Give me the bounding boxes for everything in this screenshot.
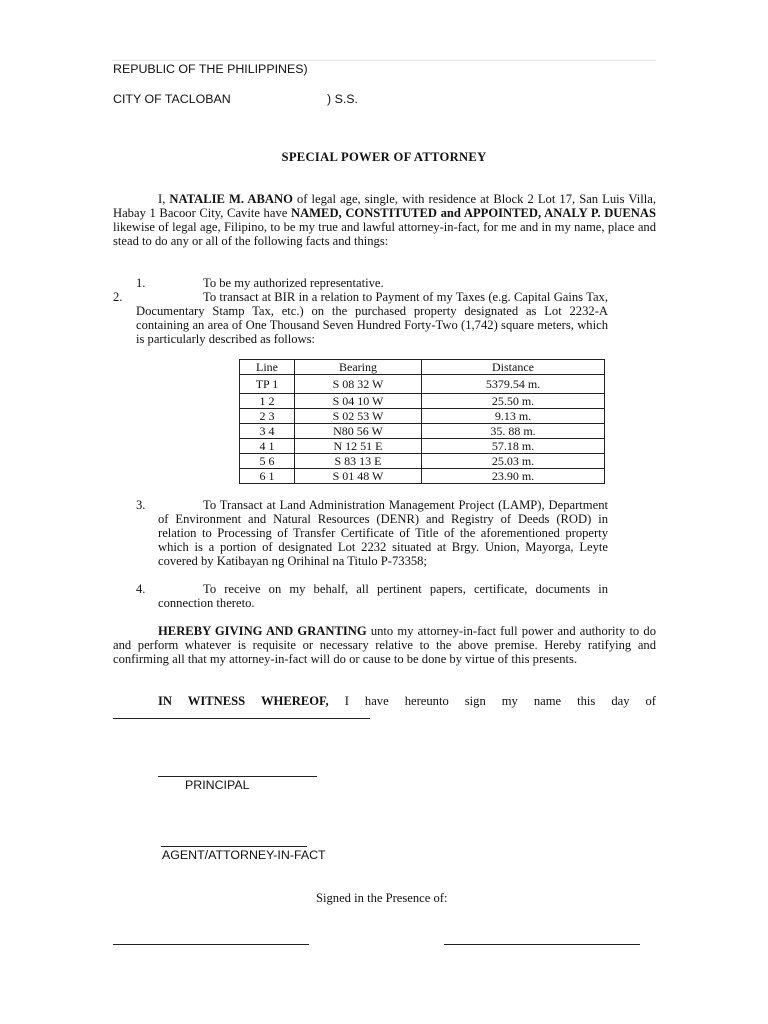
table-cell: 1 2	[240, 394, 295, 409]
table-cell: N80 56 W	[295, 424, 422, 439]
witness-text: I have hereunto sign my name this day of	[328, 694, 657, 708]
witness-heading: IN WITNESS WHEREOF,	[158, 694, 329, 708]
list-item-text: To receive on my behalf, all pertinent papers, certificate, documents in connection thereto.	[158, 582, 608, 610]
principal-name: NATALIE M. ABANO	[169, 192, 293, 206]
list-item-number: 1.	[136, 276, 146, 290]
principal-label: PRINCIPAL	[185, 778, 250, 792]
table-row	[240, 469, 605, 484]
republic-heading: REPUBLIC OF THE PHILIPPINES)	[113, 62, 308, 76]
table-row	[240, 394, 605, 409]
named-appointed: NAMED, CONSTITUTED and APPOINTED,	[290, 206, 545, 220]
survey-table	[239, 359, 605, 484]
table-cell: 25.50 m.	[422, 394, 605, 409]
table-cell: 5379.54 m.	[422, 375, 605, 394]
list-item-number: 4.	[136, 582, 146, 596]
presence-label: Signed in the Presence of:	[316, 891, 448, 905]
table-cell: TP 1	[240, 375, 295, 394]
table-cell: 23.90 m.	[422, 469, 605, 484]
document-title: SPECIAL POWER OF ATTORNEY	[281, 150, 487, 164]
table-cell: 9.13 m.	[422, 409, 605, 424]
intro-text-3: likewise of legal age, Filipino, to be my true and lawful attorney-in-fact, for me and in my name, place and stead to do any or all of the following facts and things:	[113, 220, 656, 248]
table-row	[240, 375, 605, 394]
intro-text-1: I,	[158, 192, 170, 206]
table-cell: 6 1	[240, 469, 295, 484]
granting-heading: HEREBY GIVING AND GRANTING	[158, 624, 367, 638]
agent-name: ANALY P. DUENAS	[544, 206, 656, 220]
granting-text: unto my attorney-in-fact full power and authority to do and perform whatever is requisite or necessary relative to the above premise. Hereby ratifying and confirming all that my attorney-in-fact will do or cause to be done by virtue of this presents.	[113, 624, 656, 666]
witness-1-signature-line	[113, 944, 309, 945]
list-item-text: To be my authorized representative.	[203, 276, 384, 290]
granting-paragraph	[113, 624, 656, 666]
table-header: Line	[240, 360, 295, 375]
list-item-text: To Transact at Land Administration Management Project (LAMP), Department of Environment and Natural Resources (DENR) and Registry of Deeds (ROD) in relation to Processing of Transfer Certificate of Title of the aforementioned property which is a portion of designated Lot 2232 situated at Brgy. Union, Mayorga, Leyte covered by Katibayan ng Orihinal na Titulo P-73358;	[158, 498, 608, 568]
list-item-number: 3.	[136, 498, 146, 512]
date-blank-line	[113, 718, 370, 719]
witness-2-signature-line	[444, 944, 640, 945]
table-cell: 35. 88 m.	[422, 424, 605, 439]
table-cell: 25.03 m.	[422, 454, 605, 469]
table-cell: 57.18 m.	[422, 439, 605, 454]
table-cell: 3 4	[240, 424, 295, 439]
principal-signature-line	[158, 776, 317, 777]
table-cell: S 01 48 W	[295, 469, 422, 484]
table-cell: 5 6	[240, 454, 295, 469]
table-cell: S 04 10 W	[295, 394, 422, 409]
table-cell: N 12 51 E	[295, 439, 422, 454]
table-cell: 4 1	[240, 439, 295, 454]
table-cell: S 02 53 W	[295, 409, 422, 424]
list-item-number: 2.	[113, 290, 123, 304]
intro-paragraph	[113, 192, 656, 248]
agent-label: AGENT/ATTORNEY-IN-FACT	[162, 848, 326, 862]
table-cell: S 08 32 W	[295, 375, 422, 394]
list-item-text: To transact at BIR in a relation to Payment of my Taxes (e.g. Capital Gains Tax, Documentary Stamp Tax, etc.) on the purchased property designated as Lot 2232-A containing an area of One Thousand Seven Hundred Forty-Two (1,742) square meters, which is particularly described as follows:	[136, 290, 608, 346]
table-row	[240, 439, 605, 454]
agent-signature-line	[161, 846, 307, 847]
table-row	[240, 424, 605, 439]
ss-heading: ) S.S.	[327, 92, 358, 106]
top-rule	[112, 60, 656, 61]
table-header: Bearing	[295, 360, 422, 375]
table-row	[240, 409, 605, 424]
table-header: Distance	[422, 360, 605, 375]
intro-text-2: of legal age, single, with residence at Block 2 Lot 17, San Luis Villa, Habay 1 Bacoor City, Cavite have	[113, 192, 656, 220]
table-row	[240, 454, 605, 469]
witness-paragraph	[113, 694, 656, 708]
table-cell: S 83 13 E	[295, 454, 422, 469]
table-header-row	[240, 360, 605, 375]
city-heading: CITY OF TACLOBAN	[113, 92, 231, 106]
table-cell: 2 3	[240, 409, 295, 424]
